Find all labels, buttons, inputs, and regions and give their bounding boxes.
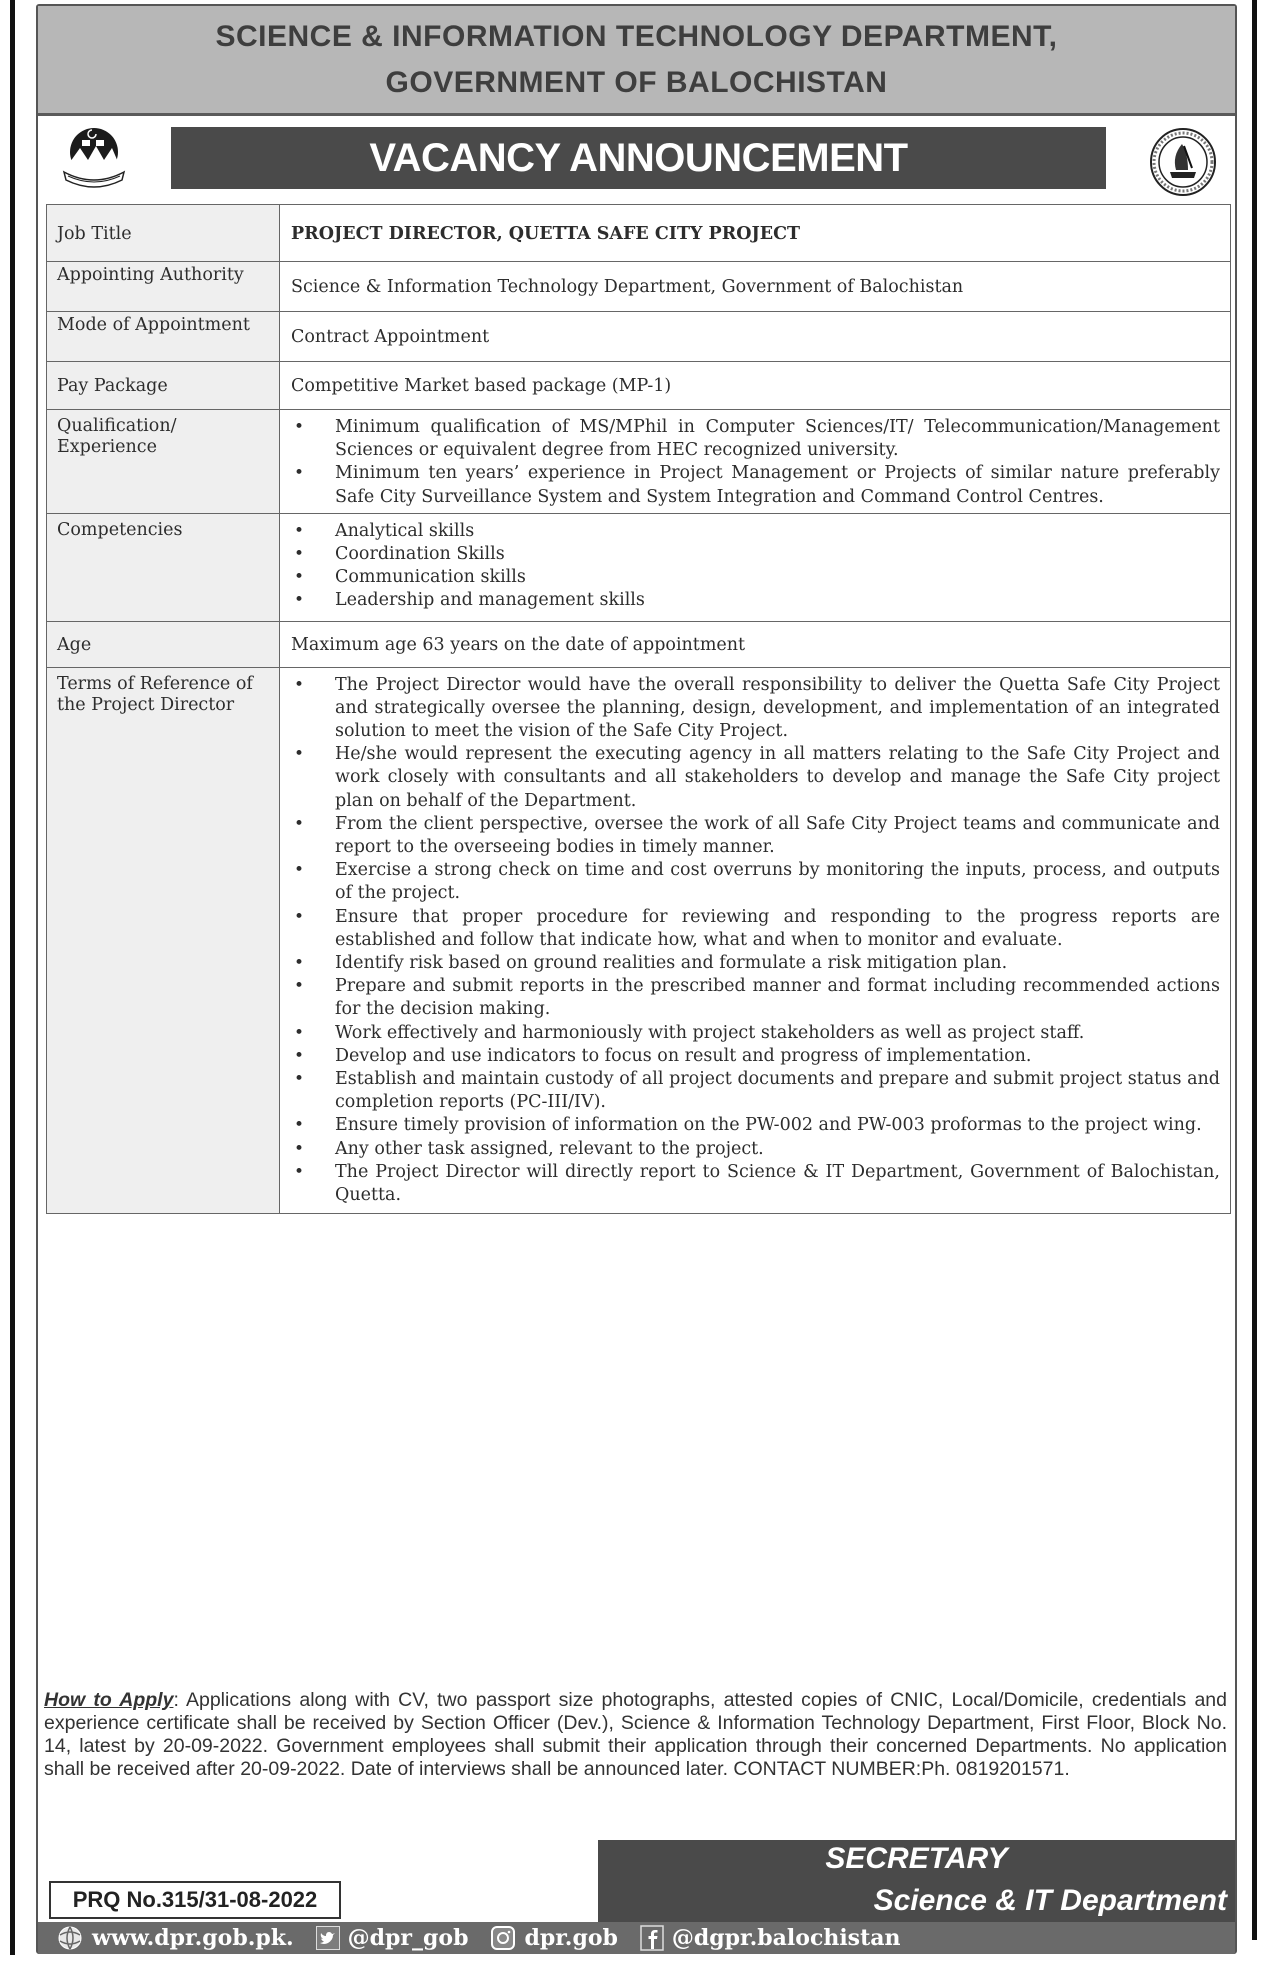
prq-number: PRQ No.315/31-08-2022 bbox=[49, 1881, 341, 1919]
list-item: • The Project Director will directly report to Science & IT Department, Government of Balochistan, Quetta. bbox=[291, 1161, 1220, 1207]
row-label: Terms of Reference of the Project Director bbox=[47, 667, 280, 1214]
advertisement-frame bbox=[36, 4, 1237, 1954]
facebook-handle: @dgpr.balochistan bbox=[671, 1925, 901, 1951]
website-link[interactable] bbox=[56, 1925, 294, 1951]
terms-of-reference-list bbox=[291, 674, 1220, 1208]
twitter-link[interactable] bbox=[316, 1925, 469, 1951]
list-item: • Exercise a strong check on time and cost overruns by monitoring the inputs, process, and outputs of the project. bbox=[291, 859, 1220, 905]
list-item: • Establish and maintain custody of all project documents and prepare and submit project status and completion reports (PC-III/IV). bbox=[291, 1068, 1220, 1114]
table-row bbox=[47, 312, 1231, 362]
social-footer bbox=[38, 1922, 1235, 1954]
page-edge-right bbox=[1252, 0, 1257, 1940]
signature-block bbox=[598, 1840, 1235, 1926]
twitter-handle: @dpr_gob bbox=[347, 1925, 469, 1951]
list-item: • Minimum qualification of MS/MPhil in Computer Sciences/IT/ Telecommunication/Management Sciences or equivalent degree from HEC recognized university. bbox=[291, 416, 1220, 462]
department-name: SCIENCE & INFORMATION TECHNOLOGY DEPARTMENT, bbox=[215, 20, 1058, 53]
balochistan-emblem-icon bbox=[58, 122, 130, 194]
appointing-authority-value: Science & Information Technology Department, Government of Balochistan bbox=[280, 262, 1231, 312]
list-item: • The Project Director would have the overall responsibility to deliver the Quetta Safe City Project and strategically oversee the planning, design, development, and implementation of an integrated solution to meet the vision of the Safe City Project. bbox=[291, 674, 1220, 744]
list-item: • Identify risk based on ground realities and formulate a risk mitigation plan. bbox=[291, 952, 1220, 975]
pay-package-value: Competitive Market based package (MP-1) bbox=[280, 362, 1231, 410]
list-item: • Leadership and management skills bbox=[291, 589, 1220, 612]
twitter-icon bbox=[316, 1926, 340, 1950]
list-item: • Coordination Skills bbox=[291, 543, 1220, 566]
how-to-apply-heading: How to Apply bbox=[44, 1689, 174, 1711]
row-label: Appointing Authority bbox=[47, 262, 280, 312]
website-text: www.dpr.gob.pk. bbox=[92, 1925, 294, 1951]
page-edge-left bbox=[10, 0, 15, 1955]
facebook-link[interactable] bbox=[640, 1925, 901, 1951]
list-item: • Develop and use indicators to focus on result and progress of implementation. bbox=[291, 1045, 1220, 1068]
row-label: Competencies bbox=[47, 513, 280, 621]
list-item: • Ensure that proper procedure for reviewing and responding to the progress reports are established and follow that indicate how, what and when to monitor and evaluate. bbox=[291, 906, 1220, 952]
table-row bbox=[47, 410, 1231, 514]
age-value: Maximum age 63 years on the date of appointment bbox=[280, 621, 1231, 667]
list-item: • Prepare and submit reports in the prescribed manner and format including recommended actions for the decision making. bbox=[291, 975, 1220, 1021]
government-name: GOVERNMENT OF BALOCHISTAN bbox=[385, 66, 888, 99]
table-row bbox=[47, 513, 1231, 621]
how-to-apply-text: : Applications along with CV, two passport size photographs, attested copies of CNIC, Local/Domicile, credentials and experience certificate shall be received by Section Officer (Dev.), Science & Information Technology Department, First Floor, Block No. 14, latest by 20-09-2022. Government employees shall submit their application through their concerned Departments. No application shall be received after 20-09-2022. Date of interviews shall be announced later. CONTACT NUMBER:Ph. 0819201571. bbox=[44, 1689, 1227, 1780]
row-label: Job Title bbox=[47, 205, 280, 262]
table-row bbox=[47, 205, 1231, 262]
row-label: Age bbox=[47, 621, 280, 667]
signatory-title: SECRETARY bbox=[825, 1842, 1008, 1875]
table-row bbox=[47, 262, 1231, 312]
table-row bbox=[47, 362, 1231, 410]
how-to-apply-paragraph bbox=[44, 1689, 1227, 1781]
vacancy-announcement-banner: VACANCY ANNOUNCEMENT bbox=[171, 127, 1106, 189]
table-row bbox=[47, 667, 1231, 1214]
list-item: • Communication skills bbox=[291, 566, 1220, 589]
instagram-handle: dpr.gob bbox=[524, 1925, 618, 1951]
instagram-icon bbox=[490, 1925, 516, 1951]
table-row bbox=[47, 621, 1231, 667]
list-item: • Ensure timely provision of information on the PW-002 and PW-003 proformas to the project wing. bbox=[291, 1114, 1220, 1137]
row-label: Qualification/ Experience bbox=[47, 410, 280, 514]
list-item: • Any other task assigned, relevant to the project. bbox=[291, 1138, 1220, 1161]
department-header bbox=[38, 6, 1235, 116]
mode-of-appointment-value: Contract Appointment bbox=[280, 312, 1231, 362]
signatory-department: Science & IT Department bbox=[873, 1884, 1227, 1917]
row-label: Pay Package bbox=[47, 362, 280, 410]
instagram-link[interactable] bbox=[490, 1925, 617, 1951]
competencies-list bbox=[291, 520, 1220, 613]
job-title-value: PROJECT DIRECTOR, QUETTA SAFE CITY PROJECT bbox=[280, 205, 1231, 262]
row-label: Mode of Appointment bbox=[47, 312, 280, 362]
vacancy-details-table bbox=[46, 204, 1231, 1214]
list-item: • Work effectively and harmoniously with project stakeholders as well as project staff. bbox=[291, 1022, 1220, 1045]
list-item: • Minimum ten years’ experience in Project Management or Projects of similar nature preferably Safe City Surveillance System and System Integration and Command Control Centres. bbox=[291, 462, 1220, 508]
list-item: • He/she would represent the executing agency in all matters relating to the Safe City Project and work closely with consultants and all stakeholders to develop and manage the Safe City project plan on behalf of the Department. bbox=[291, 743, 1220, 813]
globe-icon bbox=[56, 1925, 84, 1951]
list-item: • Analytical skills bbox=[291, 520, 1220, 543]
qualification-list bbox=[291, 416, 1220, 509]
facebook-icon bbox=[640, 1925, 664, 1951]
list-item: • From the client perspective, oversee the work of all Safe City Project teams and communicate and report to the overseeing bodies in timely manner. bbox=[291, 813, 1220, 859]
dgpr-seal-icon bbox=[1148, 126, 1218, 198]
